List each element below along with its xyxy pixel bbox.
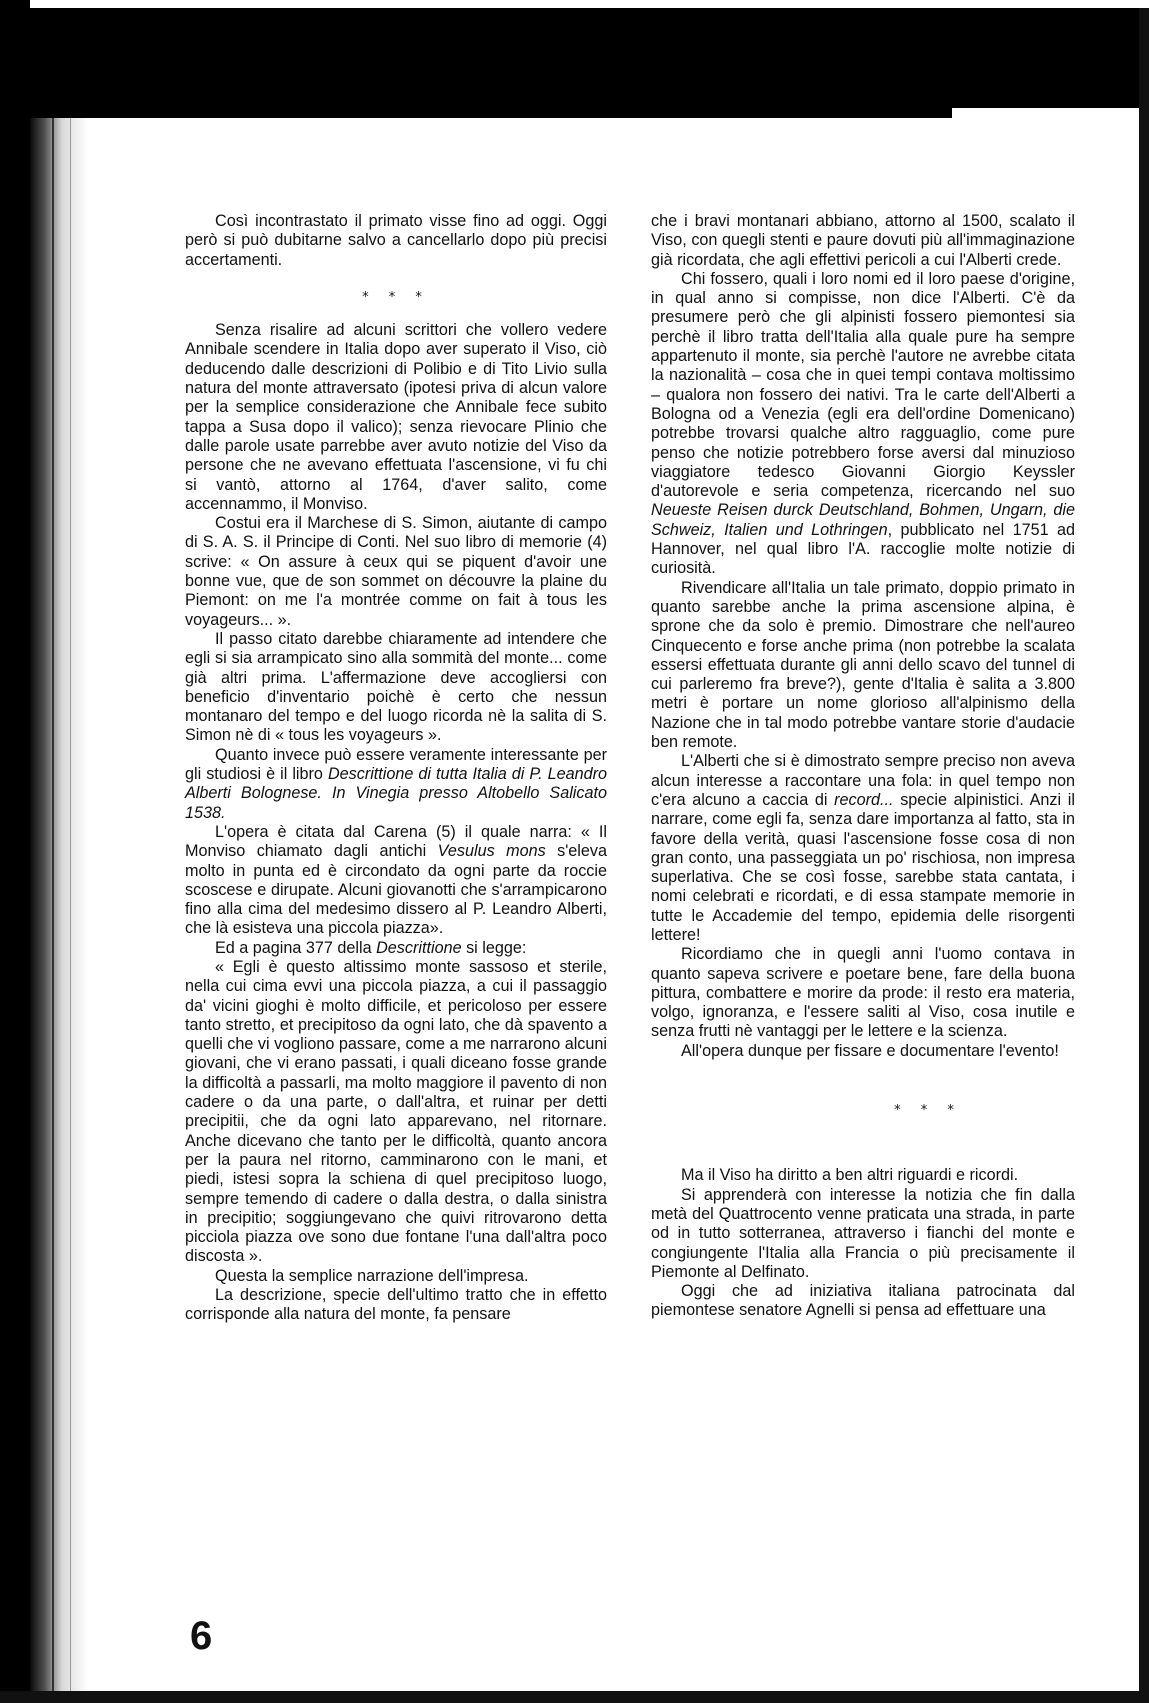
paragraph: che i bravi montanari abbiano, attorno al 1500, scalato il Viso, con quegli stenti e paure dovuti più all'immaginazione già ricordata, che agli effettivi pericoli a cui l'Alberti crede.	[651, 212, 1075, 269]
book-title-italic: Neueste Reisen durck Deutschland, Bohmen, Ungarn, die Schweiz, Italien und Lothringen	[651, 501, 1075, 539]
paragraph: Questa la semplice narrazione dell'impresa.	[215, 1266, 529, 1285]
paragraph: La descrizione, specie dell'ultimo tratto che in effetto corrisponde alla natura del monte, fa pensare	[185, 1286, 607, 1324]
paragraph: Senza risalire ad alcuni scrittori che vollero vedere Annibale scendere in Italia dopo aver superato il Viso, ciò deducendo dalle descrizioni di Polibio e di Tito Livio sulla natura del monte attraversato (ipotesi priva di alcun valore per la semplice considerazione che Annibale fece subito tappa a Susa dopo il valico); senza rievocare Plinio che dalle parole usate parrebbe aver avuto notizie del Viso da persone che ne avevano effettuata l'ascensione, vi fu chi si vantò, attorno al 1764, d'aver salito, come accennammo, il Monviso.	[185, 321, 607, 513]
scan-top-band-right	[944, 8, 1149, 108]
paragraph: All'opera dunque per fissare e documentare l'evento!	[681, 1041, 1059, 1060]
paragraph	[651, 270, 1075, 579]
text-run: Quanto invece può essere veramente interessante per gli studiosi è il libro	[185, 745, 607, 784]
text-run: L'opera è citata dal Carena (5) il quale narra: « Il Monviso chiamato dagli antichi	[185, 822, 607, 861]
paragraph: Il passo citato darebbe chiaramente ad intendere che egli si sia arrampicato sino alla sommità del monte... come già altri prima. L'affermazione deve accogliersi con beneficio d'inventario poichè è certo che nessun montanaro del tempo e del luogo ricorda nè la salita di S. Simon nè di « tous les voyageurs ».	[185, 629, 607, 745]
text-run: s'eleva molto in punta ed è circondato da ogni parte da roccie scoscese e dirupate. Alcuni giovanotti che s'arrampicarono fino alla cima del medesimo dissero al P. Leandro Alberti, che là esisteva una piccola piazza».	[185, 842, 607, 938]
left-text-column	[185, 212, 607, 1325]
paragraph: Ricordiamo che in quegli anni l'uomo contava in quanto sapeva scrivere e poetare bene, fare della buona pittura, combattere e morire da prode: il resto era materia, volgo, ignoranza, e l'essere saliti al Viso, cosa inutile e senza frutti nè vantaggi per le lettere e la scienza.	[651, 945, 1075, 1041]
paragraph: Ma il Viso ha diritto a ben altri riguardi e ricordi.	[681, 1166, 1019, 1185]
paragraph	[185, 823, 607, 939]
scan-bottom-band	[0, 1691, 1149, 1703]
book-title-italic: Descrittione	[376, 938, 462, 957]
paragraph	[185, 746, 607, 823]
book-title-italic: Descrittione di tutta Italia di P. Leandro Alberti Bolognese. In Vinegia presso Altobello Salicato 1538.	[185, 765, 607, 822]
scan-right-edge	[1139, 8, 1149, 1703]
paragraph: Rivendicare all'Italia un tale primato, doppio primato in quanto sarebbe anche la prima ascensione alpina, è sprone che da solo è premio. Dimostrare che nell'aureo Cinquecento e forse anche prima (non potrebbe la scalata essersi effettuata durante gli anni dello scavo del tunnel di cui parleremo fra breve?), gente d'Italia è salita a 3.800 metri è portare un nome glorioso all'alpinismo della Nazione che in tal modo potrebbe vantare storie d'audacie ben remote.	[651, 578, 1075, 752]
gutter-line	[70, 118, 71, 1703]
book-gutter-gradient	[30, 118, 88, 1703]
section-separator: * * *	[362, 289, 430, 305]
paragraph: Oggi che ad iniziativa italiana patrocinata dal piemontese senatore Agnelli si pensa ad effettuare una	[651, 1282, 1075, 1320]
text-run: Ed a pagina 377 della	[215, 938, 377, 957]
right-text-column	[651, 212, 1075, 1321]
text-run: , pubblicato nel 1751 ad Hannover, nel qual libro l'A. raccoglie molte notizie di curiosità.	[651, 520, 1075, 578]
text-run: Chi fossero, quali i loro nomi ed il loro paese d'origine, in qual anno si compisse, non dice l'Alberti. C'è da presumere però che gli alpinisti fossero piemontesi sia perchè il libro tratta dell'Italia alla quale pure ha sempre appartenuto il monte, sia perchè l'autore ne avrebbe citata la nazionalità – cosa che in quei tempi contava moltissimo – qualora non fossero dei nativi. Tra le carte dell'Alberti a Bologna od a Venezia (egli era dell'ordine Domenicano) potrebbe trovarsi qualche altro ragguaglio, come pure penso che notizie potrebbero forse aversi dal minuzioso viaggiatore tedesco Giovanni Giorgio Keyssler d'autorevole e seria competenza, ricercando nel suo	[651, 269, 1075, 501]
italic-word: record...	[834, 790, 894, 809]
paragraph	[185, 939, 607, 958]
text-run: si legge:	[461, 938, 527, 957]
paragraph: Costui era il Marchese di S. Simon, aiutante di campo di S. A. S. il Principe di Conti. Nel suo libro di memorie (4) scrive: « On assure à ceux qui se piquent d'avoir une bonne vue, que de son sommet on découvre la plaine du Piemont: on me l'a montrée comme on fait à tous les voyageurs... ».	[185, 514, 607, 629]
text-run: specie alpinistici. Anzi il narrare, come egli fa, senza dare importanza al fatto, sta in favore della verità, quasi l'ascensione fosse cosa di non gran conto, una passeggiata un po' rischiosa, non impresa superlativa. Che se così fosse, sarebbe stata cantata, i nomi celebrati e ricordati, e di essa stampate memorie in tutte le Accademie del tempo, epidemia delle risorgenti lettere!	[651, 790, 1075, 944]
quotation: « Egli è questo altissimo monte sassoso et sterile, nella cui cima evvi una piccola piazza, a cui il passaggio da' vicini gioghi è molto difficile, et pericoloso per essere tanto stretto, et precipitoso da ogni lato, che dà spavento a quelli che vi vogliono passare, come a me narrarono alcuni giovani, che vi erano passati, i quali diceano fosse grande la difficoltà a passarli, ma molto maggiore il pavento di non cadere o da una parte, o dall'altra, et ruinar per detti precipitii, che da ogni lato apparevano, nel ritornare. Anche dicevano che tanto per le difficoltà, quanto ancora per la paura nel ritorno, camminarono con le mani, et piedi, istesi sopra la schiena di quel precipitoso luogo, sempre temendo di cadere o dalla destra, o dalla sinistra in precipitio; soggiungevano che quivi ritrovarono detta picciola piazza ove sono due fontane l'una dall'altra poco discosta ».	[185, 957, 608, 1266]
text-run: L'Alberti che si è dimostrato sempre preciso non aveva alcun interesse a raccontare una fola: in quel tempo non c'era alcuno a caccia di	[651, 752, 1075, 809]
latin-name-italic: Vesulus mons	[437, 842, 546, 861]
scan-top-band	[8, 8, 952, 118]
book-spine-shadow	[0, 0, 30, 1703]
paragraph: Così incontrastato il primato visse fino ad oggi. Oggi però si può dubitarne salvo a cancellarlo dopo più precisi accertamenti.	[185, 212, 607, 269]
page-number: 6	[190, 1614, 213, 1658]
gutter-line	[52, 118, 54, 1703]
paragraph	[651, 752, 1075, 945]
section-separator: * * *	[894, 1103, 962, 1119]
paragraph: Si apprenderà con interesse la notizia che fin dalla metà del Quattrocento venne praticata una strada, in parte od in tutto sotterranea, attraverso i fianchi del monte e congiungente l'Italia alla Francia o più precisamente il Piemonte al Delfinato.	[651, 1185, 1075, 1281]
